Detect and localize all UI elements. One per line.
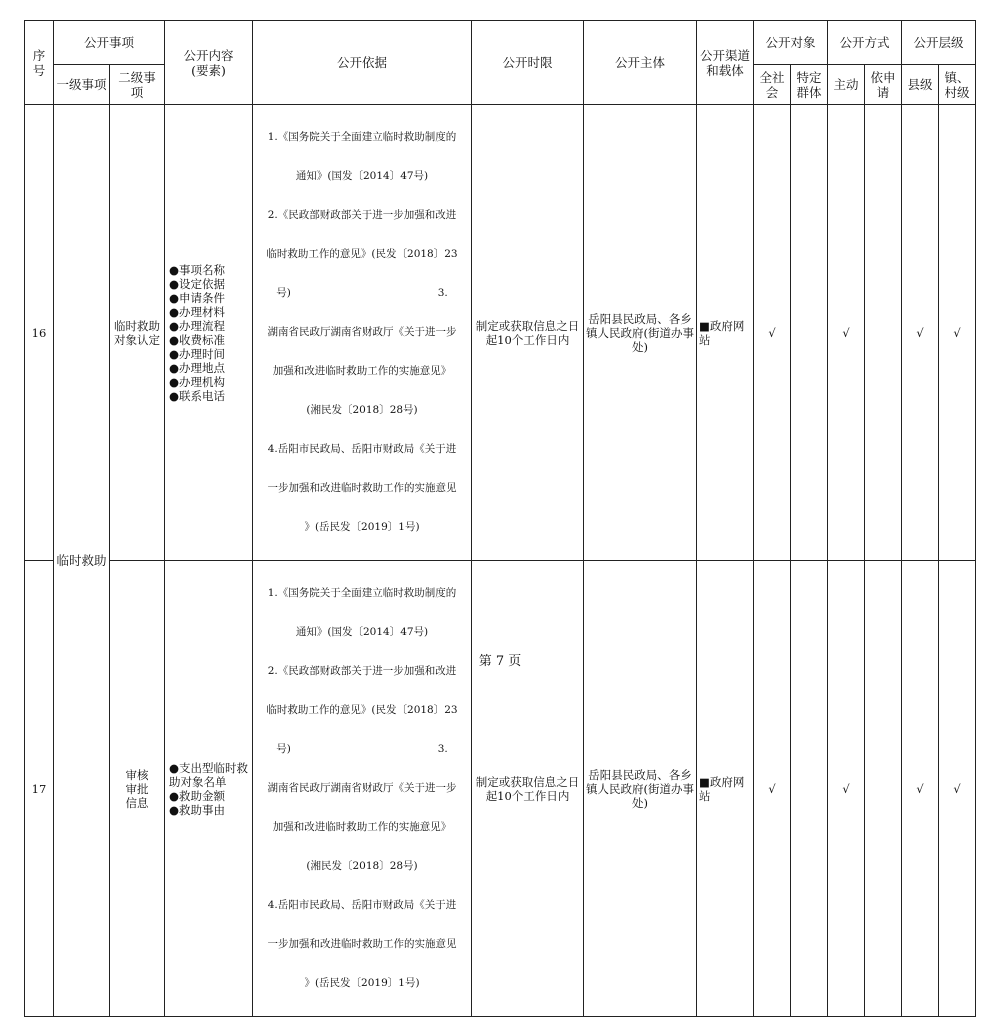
basis-line: 号) 3. bbox=[276, 287, 448, 299]
row-level-town: √ bbox=[939, 561, 976, 1017]
disclosure-table bbox=[24, 20, 976, 1017]
row-time-limit: 制定或获取信息之日起10个工作日内 bbox=[472, 561, 584, 1017]
basis-line: 号) 3. bbox=[276, 743, 448, 755]
row-content bbox=[165, 561, 253, 1017]
header-object-group: 公开对象 bbox=[754, 21, 828, 65]
content-item: ●收费标准 bbox=[169, 332, 226, 347]
row-level-county: √ bbox=[902, 105, 939, 561]
content-item: ●设定依据 bbox=[169, 276, 226, 291]
header-object-all: 全社 会 bbox=[754, 65, 791, 105]
basis-line: 2.《民政部财政部关于进一步加强和改进 bbox=[267, 665, 457, 677]
row-object-all: √ bbox=[754, 105, 791, 561]
basis-line: 1.《国务院关于全面建立临时救助制度的 bbox=[267, 131, 457, 143]
header-method-apply: 依申 请 bbox=[865, 65, 902, 105]
header-time-limit: 公开时限 bbox=[472, 21, 584, 105]
header-object-specific: 特定 群体 bbox=[791, 65, 828, 105]
row-time-limit: 制定或获取信息之日起10个工作日内 bbox=[472, 105, 584, 561]
row-method-active: √ bbox=[828, 105, 865, 561]
content-item: ●联系电话 bbox=[169, 388, 226, 403]
header-row-1 bbox=[25, 21, 976, 65]
basis-line: 临时救助工作的意见》(民发〔2018〕23 bbox=[266, 704, 458, 716]
table-row bbox=[25, 561, 976, 1017]
content-item: ●事项名称 bbox=[169, 262, 226, 277]
row-method-apply bbox=[865, 105, 902, 561]
content-item: ●办理机构 bbox=[169, 374, 226, 389]
content-item: 助对象名单 bbox=[169, 774, 227, 789]
basis-line: 》(岳民发〔2019〕1号) bbox=[304, 521, 420, 533]
basis-line: 湖南省民政厅湖南省财政厅《关于进一步 bbox=[267, 326, 457, 338]
basis-line: 通知》(国发〔2014〕47号) bbox=[295, 626, 429, 638]
header-items-group: 公开事项 bbox=[54, 21, 165, 65]
header-level2: 二级事 项 bbox=[110, 65, 165, 105]
content-item: ●办理材料 bbox=[169, 304, 226, 319]
row-level2: 审核 审批 信息 bbox=[110, 561, 165, 1017]
header-basis: 公开依据 bbox=[253, 21, 472, 105]
content-item: ●办理地点 bbox=[169, 360, 226, 375]
page-number: 第 7 页 bbox=[478, 654, 522, 669]
basis-line: 湖南省民政厅湖南省财政厅《关于进一步 bbox=[267, 782, 457, 794]
basis-line: (湘民发〔2018〕28号) bbox=[306, 404, 418, 416]
basis-line: 一步加强和改进临时救助工作的实施意见 bbox=[267, 938, 457, 950]
row-content bbox=[165, 105, 253, 561]
basis-line: (湘民发〔2018〕28号) bbox=[306, 860, 418, 872]
content-item: ●办理流程 bbox=[169, 318, 226, 333]
row-channel: ■政府网站 bbox=[697, 561, 754, 1017]
basis-line: 2.《民政部财政部关于进一步加强和改进 bbox=[267, 209, 457, 221]
row-method-active: √ bbox=[828, 561, 865, 1017]
row-basis bbox=[253, 105, 472, 561]
row-seq: 17 bbox=[25, 561, 54, 1017]
basis-line: 》(岳民发〔2019〕1号) bbox=[304, 977, 420, 989]
header-content: 公开内容 (要素) bbox=[165, 21, 253, 105]
row-level-county: √ bbox=[902, 561, 939, 1017]
basis-line: 1.《国务院关于全面建立临时救助制度的 bbox=[267, 587, 457, 599]
content-item: ●办理时间 bbox=[169, 346, 226, 361]
row-object-all: √ bbox=[754, 561, 791, 1017]
row-subject: 岳阳县民政局、各乡镇人民政府(街道办事处) bbox=[584, 105, 697, 561]
basis-line: 通知》(国发〔2014〕47号) bbox=[295, 170, 429, 182]
content-item: ●申请条件 bbox=[169, 290, 226, 305]
basis-line: 一步加强和改进临时救助工作的实施意见 bbox=[267, 482, 457, 494]
basis-line: 加强和改进临时救助工作的实施意见》 bbox=[272, 821, 452, 833]
basis-line: 4.岳阳市民政局、岳阳市财政局《关于进 bbox=[267, 443, 457, 455]
header-level-county: 县级 bbox=[902, 65, 939, 105]
row-channel: ■政府网站 bbox=[697, 105, 754, 561]
header-seq: 序 号 bbox=[25, 21, 54, 105]
header-subject: 公开主体 bbox=[584, 21, 697, 105]
row-level1: 临时救助 bbox=[54, 105, 110, 1017]
row-object-specific bbox=[791, 561, 828, 1017]
content-item: ●支出型临时救 bbox=[169, 760, 249, 775]
basis-line: 加强和改进临时救助工作的实施意见》 bbox=[272, 365, 452, 377]
table-row bbox=[25, 105, 976, 561]
row-basis bbox=[253, 561, 472, 1017]
row-seq: 16 bbox=[25, 105, 54, 561]
row-level-town: √ bbox=[939, 105, 976, 561]
header-method-active: 主动 bbox=[828, 65, 865, 105]
row-level2: 临时救助 对象认定 bbox=[110, 105, 165, 561]
header-level-group: 公开层级 bbox=[902, 21, 976, 65]
content-item: ●救助金额 bbox=[169, 788, 226, 803]
header-level1: 一级事项 bbox=[54, 65, 110, 105]
row-object-specific bbox=[791, 105, 828, 561]
content-item: ●救助事由 bbox=[169, 802, 226, 817]
header-method-group: 公开方式 bbox=[828, 21, 902, 65]
basis-line: 临时救助工作的意见》(民发〔2018〕23 bbox=[266, 248, 458, 260]
basis-line: 4.岳阳市民政局、岳阳市财政局《关于进 bbox=[267, 899, 457, 911]
row-subject: 岳阳县民政局、各乡镇人民政府(街道办事处) bbox=[584, 561, 697, 1017]
row-method-apply bbox=[865, 561, 902, 1017]
header-level-town: 镇、 村级 bbox=[939, 65, 976, 105]
header-channel: 公开渠道 和载体 bbox=[697, 21, 754, 105]
